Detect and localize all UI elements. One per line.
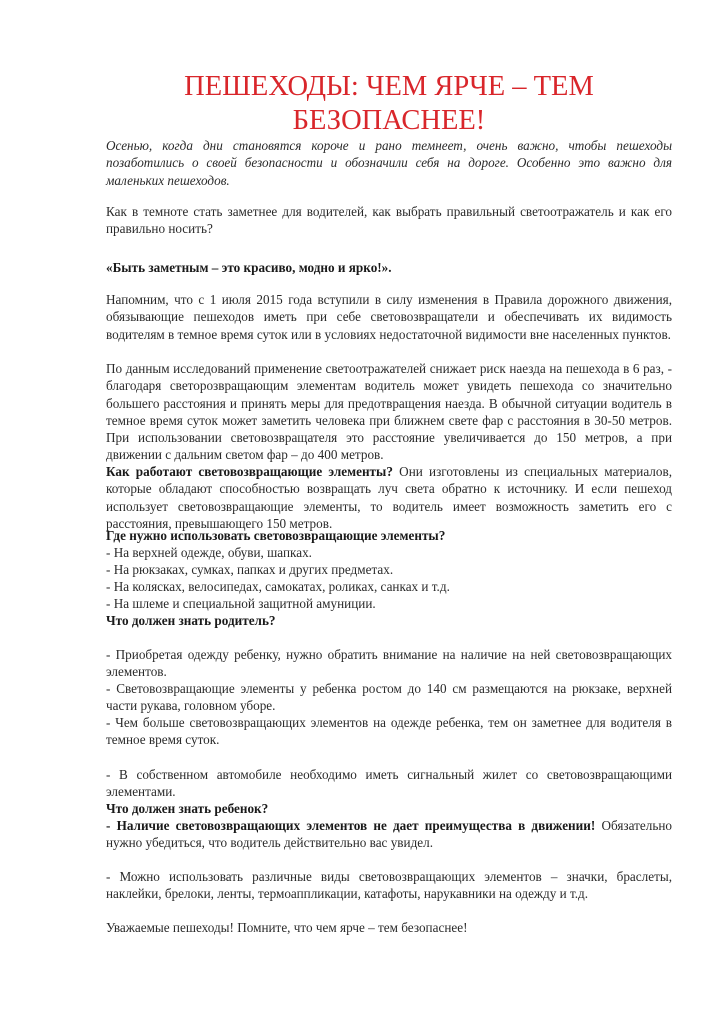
parent-item: - Световозвращающие элементы у ребенка ростом до 140 см размещаются на рюкзаке, верхней части рукава, головном уборе. [106,681,672,714]
where-to-use-item: - На верхней одежде, обуви, шапках. [106,545,312,560]
title-line-1: ПЕШЕХОДЫ: ЧЕМ ЯРЧЕ – ТЕМ [184,71,594,102]
slogan [106,259,672,276]
how-it-works-paragraph [106,463,672,532]
child-warning-text: Обязательно нужно убедиться, что водитель действительно вас увидел. [106,818,672,851]
document-title [106,70,672,138]
parent-heading [106,612,672,629]
child-warning-paragraph [106,817,672,852]
child-heading-text: Что должен знать ребенок? [106,801,269,816]
how-it-works-text: Они изготовлены из специальных материалов, которые обладают способностью возвращать луч света обратно к источнику. И если пешеход использует световозвращающие элементы, то водитель имеет возможность заметить его с расстояния, превышающего 150 метров. [106,464,672,531]
parent-item: - В собственном автомобиле необходимо иметь сигнальный жилет со световозвращающими элементами. [106,767,672,800]
title-line-2: БЕЗОПАСНЕЕ! [292,105,486,136]
where-to-use-item: - На шлеме и специальной защитной амуниции. [106,596,376,611]
where-to-use-heading [106,527,672,544]
parent-item: - Приобретая одежду ребенку, нужно обратить внимание на наличие на ней световозвращающих элементов. [106,647,672,680]
closing-line: Уважаемые пешеходы! Помните, что чем ярче – тем безопаснее! [106,920,468,935]
child-item: - Можно использовать различные виды световозвращающих элементов – значки, браслеты, наклейки, брелоки, ленты, термоаппликации, катафоты, нарукавники на одежду и т.д. [106,869,672,902]
slogan-text: «Быть заметным – это красиво, модно и ярко!». [106,260,392,275]
lead-paragraph: Осенью, когда дни становятся короче и рано темнеет, очень важно, чтобы пешеходы позаботились о своей безопасности и обозначили себя на дороге. Особенно это важно для маленьких пешеходов. [106,138,672,188]
where-to-use-heading-text: Где нужно использовать световозвращающие элементы? [106,528,446,543]
parent-item: - Чем больше световозвращающих элементов на одежде ребенка, тем он заметнее для водителя в темное время суток. [106,715,672,748]
where-to-use-item: - На колясках, велосипедах, самокатах, роликах, санках и т.д. [106,579,450,594]
rules-paragraph: Напомним, что с 1 июля 2015 года вступили в силу изменения в Правила дорожного движения, обязывающие пешеходов иметь при себе световозвращатели и обеспечивать их видимость водителям в темное время суток или в условиях недостаточной видимости вне населенных пунктов. [106,292,672,342]
research-paragraph: По данным исследований применение светоотражателей снижает риск наезда на пешехода в 6 раз, - благодаря светорозвращающим элементам водитель может увидеть пешехода со значительно большего расстояния и принять меры для предотвращения наезда. В обычной ситуации водитель в темное время суток может заметить человека при ближнем свете фар с расстояния в 30-50 метров. При использовании световозвращателя это расстояние увеличивается до 150 метров, а при движении с дальним светом фар – до 400 метров. [106,361,672,463]
where-to-use-item: - На рюкзаках, сумках, папках и других предметах. [106,562,394,577]
intro-question: Как в темноте стать заметнее для водителей, как выбрать правильный светоотражатель и как его правильно носить? [106,204,672,237]
how-it-works-heading: Как работают световозвращающие элементы? [106,464,393,479]
parent-heading-text: Что должен знать родитель? [106,613,276,628]
child-heading [106,800,672,817]
child-warning-bold: - Наличие световозвращающих элементов не дает преимущества в движении! [106,818,596,833]
